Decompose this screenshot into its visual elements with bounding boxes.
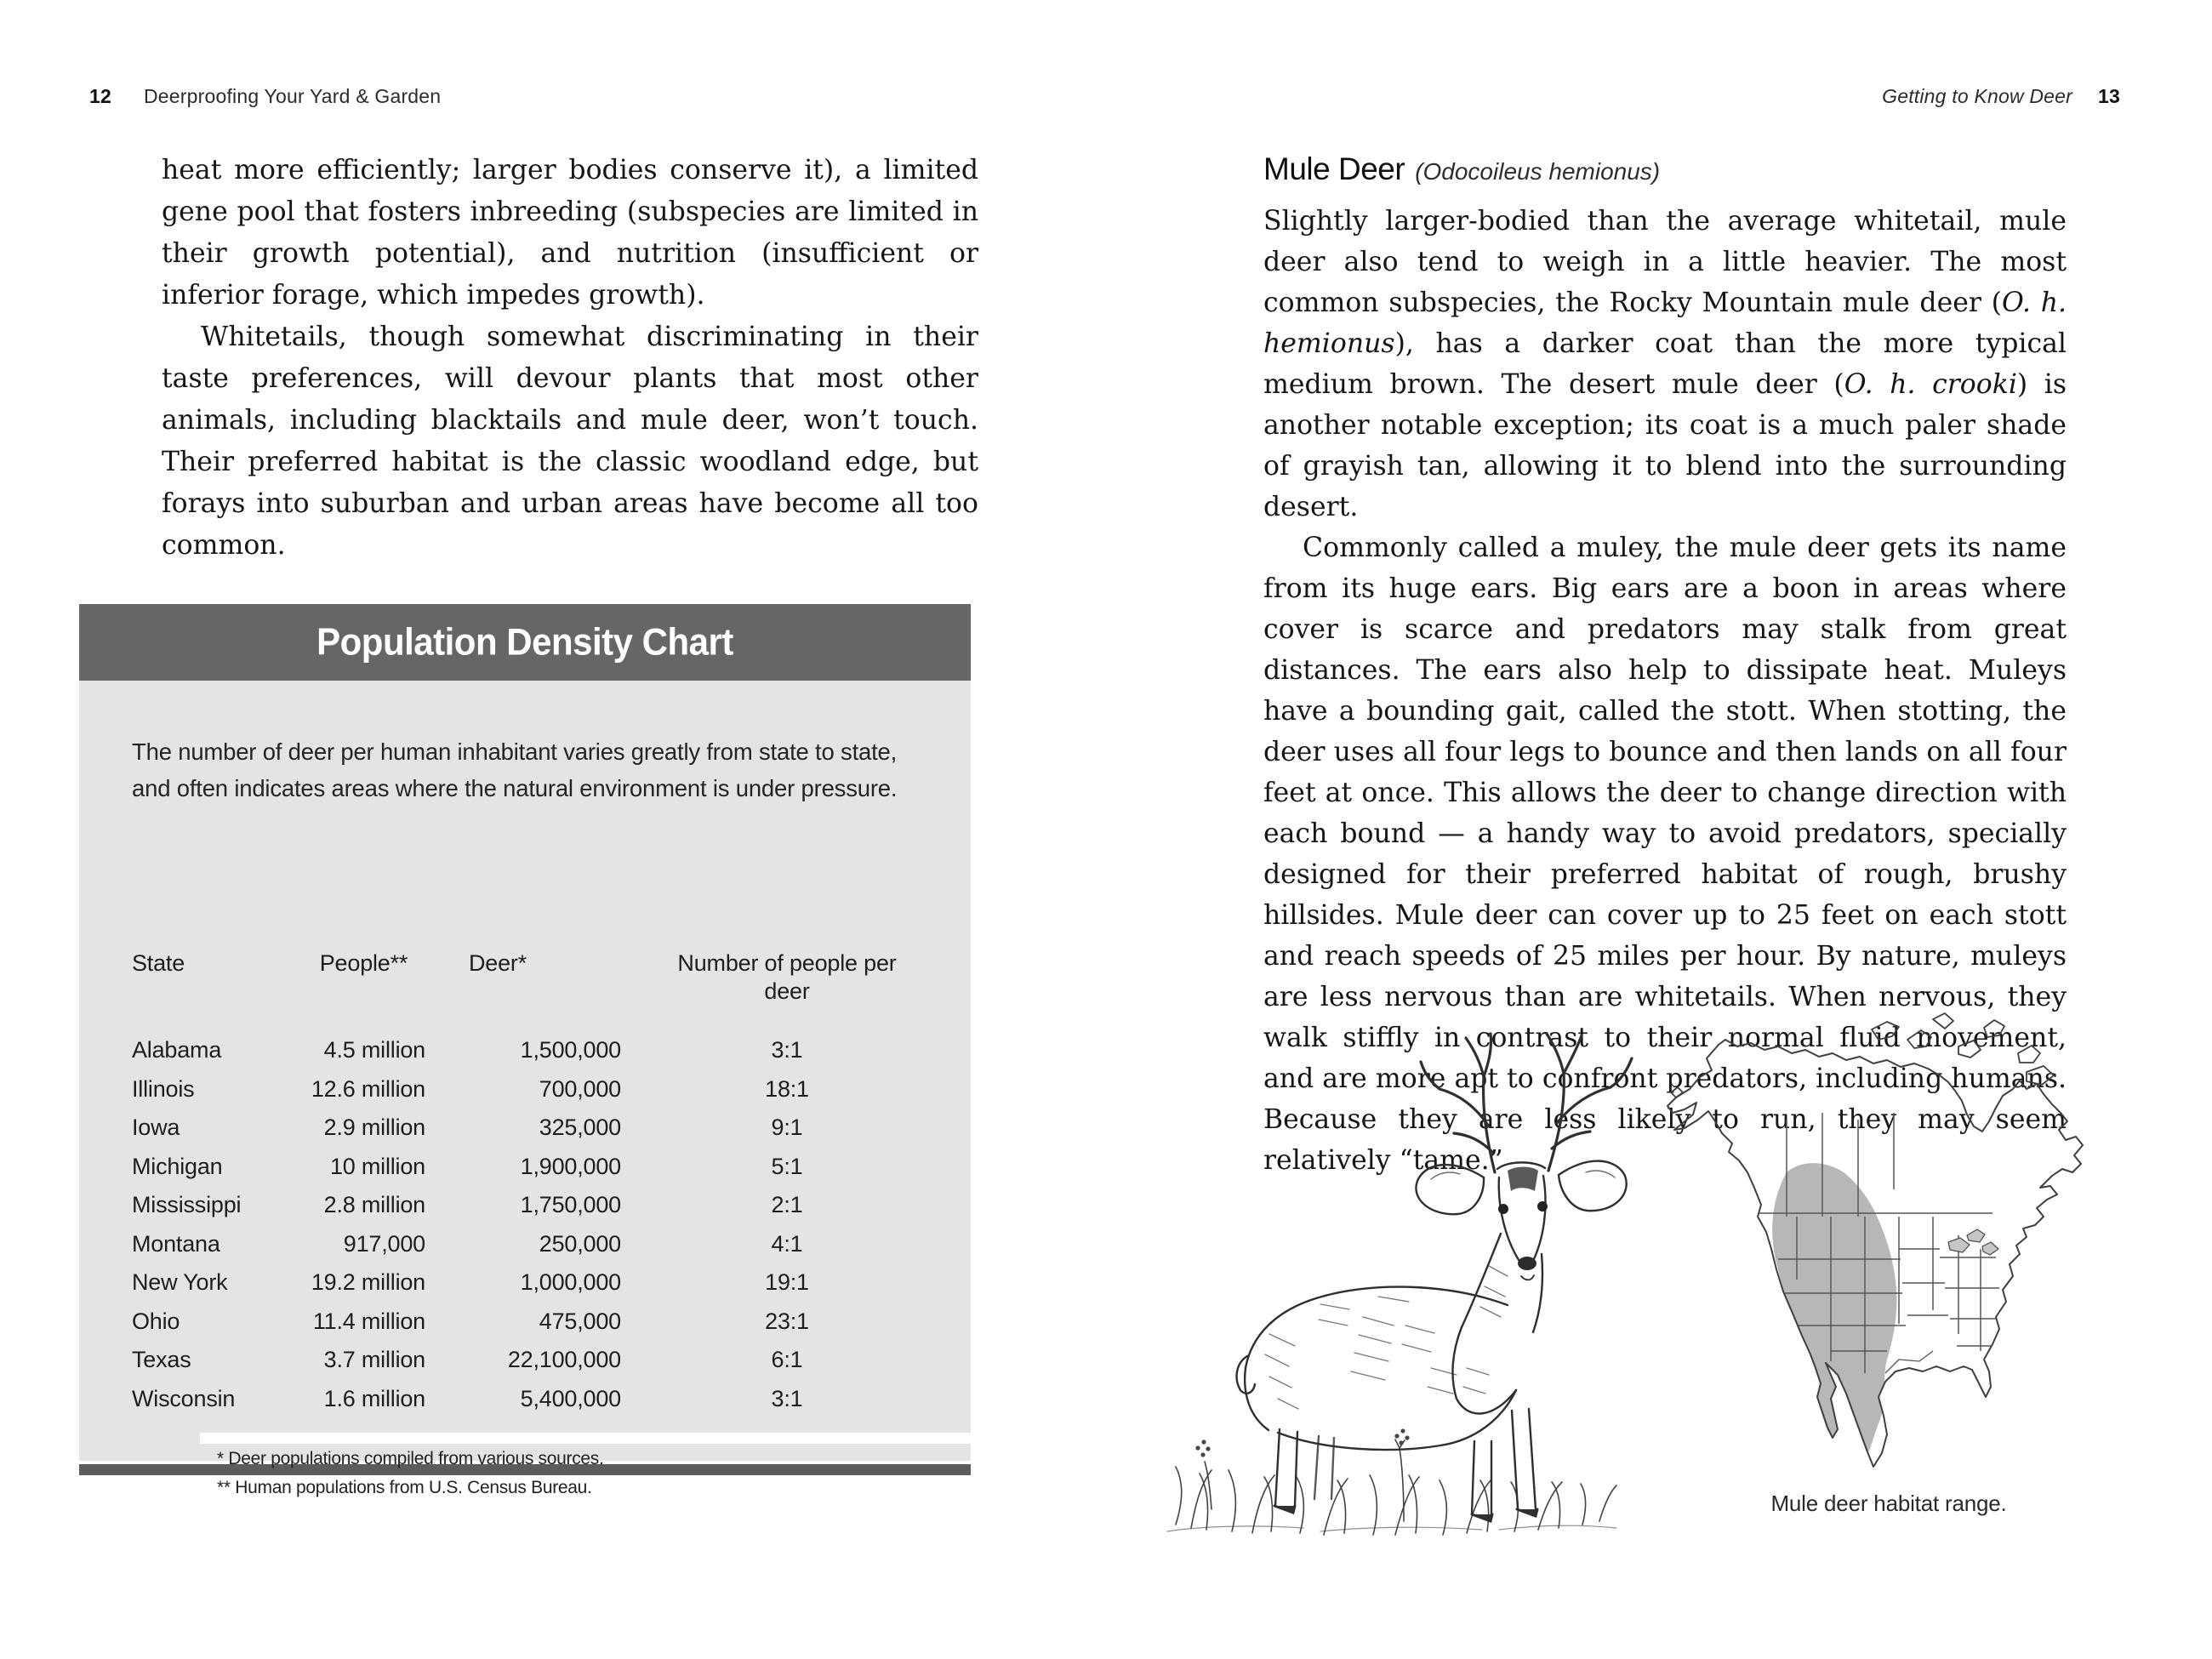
page-number-right: 13 <box>2098 85 2120 107</box>
table-row-cell: 3:1 <box>771 1037 803 1063</box>
table-row-cell: 6:1 <box>771 1347 803 1372</box>
antler-left <box>1421 1034 1495 1172</box>
table-row-cell: 1,750,000 <box>520 1192 621 1217</box>
chart-intro-text: The number of deer per human inhabitant varies greatly from state to state, and often indicates areas where the natural environment is under pressure. <box>132 738 898 801</box>
table-row-cell: Mississippi <box>132 1192 242 1217</box>
table-row-cell: 1,500,000 <box>520 1037 621 1063</box>
habitat-range-map <box>1659 994 2118 1491</box>
table-row-cell: 1,900,000 <box>520 1153 621 1179</box>
table-row-cell: 23:1 <box>765 1308 809 1334</box>
paragraph: Slightly larger-bodied than the average whitetail, mule deer also tend to weigh in a little heavier. The most common subspecies, the Rocky Mountain mule deer (O. h. hemionus), has a darker coat than the more typical medium brown. The desert mule deer (O. h. crooki) is another notable exception; its coat is a much paler shade of grayish tan, allowing it to blend into the surrounding desert. <box>1263 206 2067 522</box>
table-row-cell: 700,000 <box>539 1075 621 1102</box>
deer-legs <box>1274 1409 1537 1521</box>
table-row-cell: 4:1 <box>771 1230 803 1257</box>
table-row-cell: 10 million <box>329 1153 425 1179</box>
table-row-cell: 12.6 million <box>311 1075 425 1102</box>
chart-footnotes <box>217 1445 604 1502</box>
footnote-separator <box>200 1433 971 1444</box>
table-row-cell: 19:1 <box>765 1269 809 1295</box>
chart-body <box>79 681 971 1497</box>
column-header-deer: Deer* <box>468 950 527 976</box>
chart-title-bar <box>79 604 971 681</box>
running-head-left <box>89 85 441 108</box>
heading-text: Mule Deer <box>1263 151 1405 186</box>
table-row-cell: New York <box>132 1269 228 1295</box>
table-row-cell: 1,000,000 <box>520 1269 621 1295</box>
deer-head <box>1497 1162 1548 1280</box>
running-title-right: Getting to Know Deer <box>1882 85 2073 107</box>
footnote: * Deer populations compiled from various sources. <box>217 1449 604 1468</box>
table-row-cell: 5,400,000 <box>520 1385 621 1411</box>
section-heading <box>1263 151 1660 187</box>
table-row-cell: 2:1 <box>771 1192 803 1217</box>
heading-species-name: (Odocoileus hemionus) <box>1415 158 1661 185</box>
table-row-cell: 22,100,000 <box>507 1347 621 1372</box>
table-row-cell: 9:1 <box>771 1115 803 1140</box>
paragraph: Whitetails, though somewhat discriminating in their taste preferences, will devour plants that most other animals, including blacktails and mule deer, won’t touch. Their preferred habitat is the classic woodland edge, but forays into suburban and urban areas have become all too common. <box>162 322 978 561</box>
range-shade <box>1772 1163 1896 1470</box>
mule-deer-illustration <box>1150 1011 1729 1559</box>
page-number-left: 12 <box>89 85 111 107</box>
population-density-chart-box <box>79 604 971 1497</box>
running-title-left: Deerproofing Your Yard & Garden <box>143 85 442 107</box>
table-row-cell: Michigan <box>132 1153 223 1179</box>
table-row-cell: 5:1 <box>771 1153 803 1179</box>
table-row-cell: 325,000 <box>539 1115 621 1140</box>
table-row-cell: Montana <box>132 1230 220 1257</box>
footnote: ** Human populations from U.S. Census Bureau. <box>217 1478 592 1497</box>
table-row-cell: 3:1 <box>771 1385 803 1411</box>
table-row-cell: 3.7 million <box>323 1347 425 1372</box>
left-text-column <box>162 150 978 567</box>
table-row-cell: Texas <box>132 1347 191 1372</box>
table-row-cell: 11.4 million <box>312 1308 425 1334</box>
table-row-cell: 18:1 <box>765 1075 809 1102</box>
map-svg <box>1659 994 2118 1487</box>
ear-right <box>1559 1161 1627 1211</box>
table-row-cell: 4.5 million <box>323 1037 425 1063</box>
table-row-cell: 19.2 million <box>311 1269 425 1295</box>
column-header-people: People** <box>319 950 408 976</box>
column-header-ratio: Number of people per deer <box>677 950 897 1004</box>
column-header-state: State <box>132 950 185 976</box>
deer-drawing-svg <box>1150 1011 1729 1555</box>
paragraph: heat more efficiently; larger bodies conserve it), a limited gene pool that fosters inbreeding (subspecies are limited in their growth potential), and nutrition (insufficient or inferior forage, which impedes growth). <box>162 155 978 311</box>
table-row-cell: Iowa <box>132 1115 180 1140</box>
table-row-cell: 250,000 <box>539 1230 621 1257</box>
great-lakes <box>1948 1229 1998 1255</box>
grass <box>1167 1428 1616 1535</box>
map-caption: Mule deer habitat range. <box>1770 1491 2007 1516</box>
table-row-cell: Ohio <box>132 1308 180 1334</box>
paragraph: Commonly called a muley, the mule deer gets its name from its huge ears. Big ears are a boon in areas where cover is scarce and predators may stalk from great distances. The ears also help to dissipate heat. Muleys have a bounding gait, called the stott. When stotting, the deer uses all four legs to bounce and then lands on all four feet at once. This allows the deer to change direction with each bound — a handy way to avoid predators, specially designed for their preferred habitat of rough, brushy hillsides. Mule deer can cover up to 25 feet on each stott and reach speeds of 25 miles per hour. By nature, muleys are less nervous than are whitetails. When nervous, they walk stiffly in contrast to their normal fluid movement, and are more apt to confront predators, including humans. Because they are less likely to run, they may seem relatively “tame.” <box>1263 533 2067 1176</box>
table-row-cell: 1.6 million <box>323 1385 425 1411</box>
arctic-islands <box>1671 1013 2054 1097</box>
table-row-cell: Illinois <box>132 1075 195 1102</box>
deer-body <box>1237 1234 1542 1450</box>
chart-title: Population Density Chart <box>316 620 733 664</box>
antler-right <box>1547 1034 1632 1171</box>
table-row-cell: Alabama <box>132 1037 222 1063</box>
density-table <box>132 949 953 1418</box>
table-row-cell: 475,000 <box>539 1308 621 1334</box>
table-row-cell: 2.8 million <box>323 1192 425 1217</box>
table-row-cell: 2.9 million <box>323 1115 425 1140</box>
running-head-right <box>1882 85 2120 108</box>
table-row-cell: 917,000 <box>343 1230 425 1257</box>
table-row-cell: Wisconsin <box>132 1385 236 1411</box>
